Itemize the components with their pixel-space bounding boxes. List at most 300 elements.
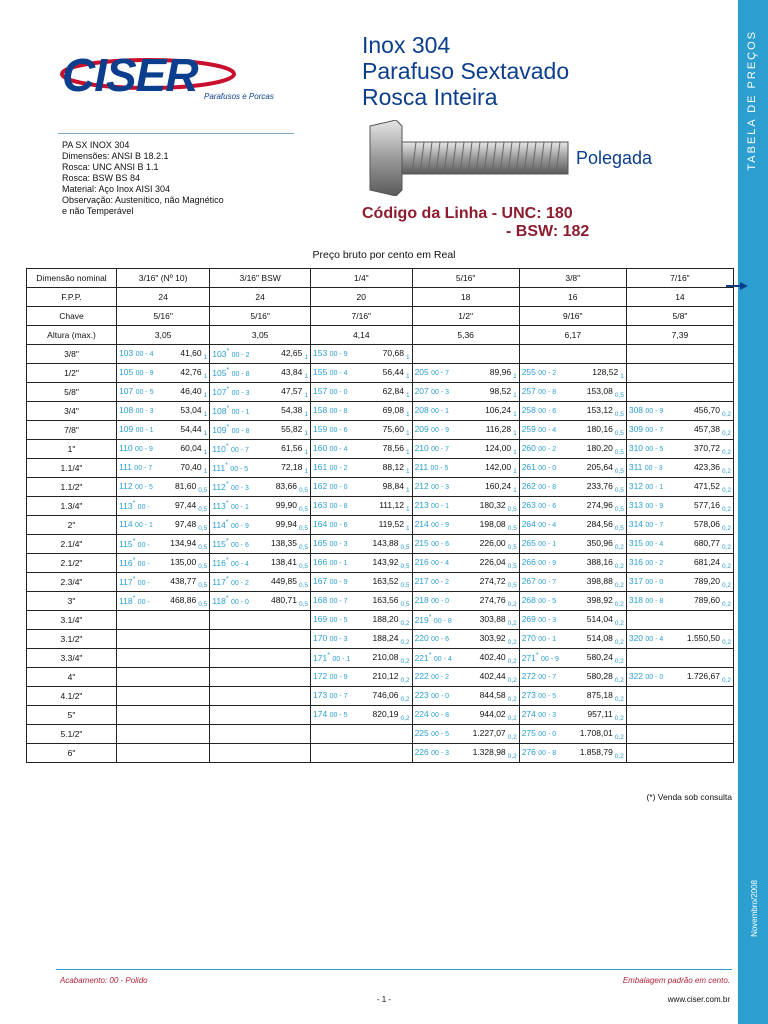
consult-mark: * xyxy=(428,613,432,621)
item-suffix: 00 - 9 xyxy=(541,655,559,663)
item-price: 681,24 xyxy=(693,556,720,567)
price-cell xyxy=(117,383,210,402)
item-code: 308 xyxy=(628,404,644,415)
price-cell xyxy=(626,535,733,554)
table-row xyxy=(27,744,734,763)
pack-qty: 0,2 xyxy=(614,733,624,741)
item-suffix: 00 - 3 xyxy=(538,711,557,719)
item-code: 171 xyxy=(313,652,328,663)
item-price: 1.550,50 xyxy=(686,632,720,643)
item-code: 212 xyxy=(414,480,429,491)
price-group xyxy=(180,424,207,437)
pack-qty: 0,5 xyxy=(298,505,309,513)
item-price: 210,08 xyxy=(372,651,399,662)
item-suffix: 00 - 1 xyxy=(332,655,351,663)
price-cell xyxy=(117,649,210,668)
header-cell: 3,05 xyxy=(117,326,210,345)
pack-qty: 0,5 xyxy=(198,505,208,513)
price-cell xyxy=(519,725,626,744)
pack-qty: 1 xyxy=(405,372,410,380)
item-suffix: 00 - 7 xyxy=(645,426,664,434)
item-code: 272 xyxy=(521,670,536,681)
item-suffix: 00 - 8 xyxy=(329,502,348,510)
item-code: 110 xyxy=(119,442,133,453)
item-price: 153,08 xyxy=(586,385,613,396)
price-cell xyxy=(311,744,413,763)
item-suffix: 00 - xyxy=(137,503,150,511)
price-cell xyxy=(519,345,626,364)
item-price: 1.708,01 xyxy=(579,727,613,738)
consult-mark: * xyxy=(226,347,230,355)
pack-qty: 0,2 xyxy=(507,638,517,646)
item-price: 746,06 xyxy=(372,689,399,700)
table-row xyxy=(27,478,734,497)
item-suffix: 00 - 0 xyxy=(431,692,450,700)
item-code: 107 xyxy=(212,386,227,397)
price-group xyxy=(170,557,207,570)
header-cell: 5/16" xyxy=(412,269,519,288)
item-code: 114 xyxy=(119,518,133,529)
price-cell xyxy=(519,421,626,440)
item-suffix: 00 - 8 xyxy=(645,597,664,605)
item-code: 169 xyxy=(313,613,328,624)
price-cell xyxy=(519,573,626,592)
pack-qty: 1 xyxy=(304,410,309,418)
item-code: 265 xyxy=(521,537,536,548)
pack-qty: 1 xyxy=(203,372,208,380)
price-cell xyxy=(210,668,311,687)
pack-qty: 1 xyxy=(304,467,309,475)
pack-qty: 0,2 xyxy=(614,638,624,646)
item-code: 205 xyxy=(414,366,429,377)
spec-line: e não Temperável xyxy=(62,206,134,216)
item-suffix: 00 - 9 xyxy=(431,521,450,529)
pack-qty: 0,5 xyxy=(400,581,410,589)
price-cell xyxy=(117,516,210,535)
header-cell: 3/16" (Nº 10) xyxy=(117,269,210,288)
item-suffix: 00 - 2 xyxy=(230,579,249,587)
price-group xyxy=(281,348,308,361)
item-code: 161 xyxy=(313,461,328,472)
row-label: 1.1/2" xyxy=(27,478,117,497)
row-label: 1.1/4" xyxy=(27,459,117,478)
item-suffix: 00 - 2 xyxy=(231,351,250,359)
price-group xyxy=(587,576,624,589)
price-group xyxy=(694,595,731,608)
item-suffix: 00 - 4 xyxy=(431,559,450,567)
price-group xyxy=(486,424,517,437)
consult-mark: * xyxy=(132,556,136,564)
row-label: 5.1/2" xyxy=(27,725,117,744)
item-suffix: 00 - 0 xyxy=(645,673,664,681)
price-group xyxy=(373,652,410,665)
page-title xyxy=(362,32,569,110)
pack-qty: 0,5 xyxy=(198,600,208,608)
item-code: 309 xyxy=(628,423,644,434)
price-group xyxy=(271,538,308,551)
item-price: 134,94 xyxy=(170,537,197,548)
price-group xyxy=(379,500,409,513)
item-price: 138,41 xyxy=(270,556,297,567)
price-group xyxy=(694,538,731,551)
pack-qty: 0,5 xyxy=(614,505,624,513)
header-cell: 9/16" xyxy=(519,307,626,326)
price-group xyxy=(587,519,624,532)
price-cell xyxy=(626,345,733,364)
price-group xyxy=(485,481,517,494)
item-price: 471,52 xyxy=(693,480,720,491)
price-cell xyxy=(210,687,311,706)
table-row xyxy=(27,497,734,516)
item-price: 274,96 xyxy=(586,499,613,510)
item-code: 211 xyxy=(414,461,429,472)
price-group xyxy=(587,709,623,722)
item-suffix: 00 - 8 xyxy=(329,407,348,415)
item-code: 112 xyxy=(119,480,133,491)
item-price: 106,24 xyxy=(485,404,512,415)
price-cell xyxy=(210,516,311,535)
website-link[interactable]: www.ciser.com.br xyxy=(667,995,730,1004)
row-label: 5/8" xyxy=(27,383,117,402)
ciser-logo xyxy=(58,46,298,102)
price-cell xyxy=(412,744,519,763)
item-suffix: 00 - xyxy=(137,541,150,549)
item-suffix: 00 - 6 xyxy=(538,502,557,510)
price-group xyxy=(587,405,624,418)
item-suffix: 00 - 1 xyxy=(538,635,557,643)
price-group xyxy=(281,367,308,380)
item-suffix: 00 - 9 xyxy=(329,350,348,358)
pack-qty: 1 xyxy=(304,372,309,380)
price-group xyxy=(373,671,410,684)
price-group xyxy=(373,557,410,570)
price-group xyxy=(587,690,624,703)
item-code: 310 xyxy=(628,442,644,453)
item-code: 312 xyxy=(628,480,644,491)
price-cell xyxy=(210,744,311,763)
item-code: 271 xyxy=(521,652,536,663)
price-cell xyxy=(519,649,626,668)
price-group xyxy=(373,538,410,551)
item-code: 276 xyxy=(521,746,536,757)
item-suffix: 00 - 2 xyxy=(645,559,664,567)
item-suffix: 00 - 9 xyxy=(538,559,557,567)
price-group xyxy=(373,709,410,722)
item-suffix: 00 - 1 xyxy=(431,407,450,415)
price-cell xyxy=(626,364,733,383)
price-group xyxy=(587,614,624,627)
item-code: 259 xyxy=(521,423,536,434)
item-code: 221 xyxy=(414,652,429,663)
item-suffix: 00 - 0 xyxy=(329,483,348,491)
item-code: 220 xyxy=(414,632,429,643)
item-suffix: 00 - 3 xyxy=(644,464,663,472)
header-cell: 3/16" BSW xyxy=(210,269,311,288)
item-code: 273 xyxy=(521,689,536,700)
pack-qty: 0,2 xyxy=(507,752,517,760)
price-cell xyxy=(117,402,210,421)
item-suffix: 00 - 6 xyxy=(329,426,348,434)
row-label: F.P.P. xyxy=(27,288,117,307)
row-label: 4" xyxy=(27,668,117,687)
pack-qty: 0,5 xyxy=(614,410,624,418)
header-cell: 24 xyxy=(210,288,311,307)
row-label: 4.1/2" xyxy=(27,687,117,706)
price-group xyxy=(694,557,731,570)
item-price: 580,24 xyxy=(586,651,613,662)
item-suffix: 00 - 5 xyxy=(329,711,348,719)
item-price: 143,92 xyxy=(372,556,399,567)
price-cell xyxy=(412,554,519,573)
item-code: 105 xyxy=(119,366,134,377)
price-group xyxy=(383,443,410,456)
price-cell xyxy=(412,592,519,611)
item-code: 162 xyxy=(313,480,328,491)
spec-line: Rosca: BSW BS 84 xyxy=(62,173,141,183)
item-price: 153,12 xyxy=(586,404,613,415)
pack-qty: 0,2 xyxy=(614,752,624,760)
price-cell xyxy=(519,554,626,573)
consult-mark: * xyxy=(226,423,230,431)
item-code: 167 xyxy=(313,575,328,586)
item-price: 468,86 xyxy=(170,594,197,605)
item-code: 313 xyxy=(628,499,644,510)
item-code: 112 xyxy=(212,481,226,492)
consult-mark: * xyxy=(225,480,229,488)
item-code: 113 xyxy=(212,500,226,511)
pack-qty: 1 xyxy=(405,410,410,418)
item-suffix: 00 - 0 xyxy=(431,597,450,605)
price-group xyxy=(180,462,207,475)
pack-qty: 0,2 xyxy=(614,657,624,665)
price-cell xyxy=(210,459,311,478)
item-code: 219 xyxy=(414,614,429,625)
price-cell xyxy=(311,459,413,478)
price-cell xyxy=(412,535,519,554)
item-code: 213 xyxy=(414,499,429,510)
item-price: 111,12 xyxy=(379,499,404,510)
row-label: 3/8" xyxy=(27,345,117,364)
spec-line: Rosca: UNC ANSI B 1.1 xyxy=(62,162,159,172)
item-suffix: 00 - 7 xyxy=(645,521,664,529)
pack-qty: 0,2 xyxy=(721,562,731,570)
spec-line: Observação: Austenítico, não Magnético xyxy=(62,195,224,205)
item-code: 110 xyxy=(212,443,226,454)
consult-mark: * xyxy=(226,404,230,412)
price-cell xyxy=(412,421,519,440)
table-row xyxy=(27,592,734,611)
item-price: 188,24 xyxy=(372,632,399,643)
price-cell xyxy=(311,497,413,516)
price-cell xyxy=(626,421,733,440)
item-suffix: 00 - 7 xyxy=(134,464,153,472)
item-price: 43,84 xyxy=(281,366,303,377)
item-code: 155 xyxy=(313,366,328,377)
item-price: 163,52 xyxy=(372,575,399,586)
pack-qty: 0,2 xyxy=(614,600,624,608)
item-code: 224 xyxy=(414,708,429,719)
pack-qty: 1 xyxy=(405,353,410,361)
item-price: 1.858,79 xyxy=(579,746,613,757)
item-price: 789,60 xyxy=(693,594,720,605)
pack-qty: 0,2 xyxy=(721,448,731,456)
price-caption: Preço bruto por cento em Real xyxy=(312,249,456,261)
pack-qty: 1 xyxy=(513,372,517,380)
price-cell xyxy=(311,440,413,459)
price-group xyxy=(281,386,308,399)
pack-qty: 1 xyxy=(405,524,410,532)
page-number: - 1 - xyxy=(376,995,392,1004)
price-group xyxy=(587,500,624,513)
price-group xyxy=(485,462,517,475)
consult-mark: * xyxy=(132,499,136,507)
header-cell: 1/2" xyxy=(412,307,519,326)
price-cell xyxy=(117,744,210,763)
price-cell xyxy=(626,649,733,668)
price-group xyxy=(480,690,517,703)
item-price: 303,88 xyxy=(479,613,506,624)
price-cell xyxy=(519,687,626,706)
price-cell xyxy=(412,459,519,478)
price-group xyxy=(175,500,207,513)
pack-qty: 1 xyxy=(405,429,410,437)
row-label: 3" xyxy=(27,592,117,611)
price-group xyxy=(383,424,410,437)
pack-qty: 1 xyxy=(513,410,517,418)
price-cell xyxy=(412,478,519,497)
item-code: 208 xyxy=(414,404,429,415)
table-row xyxy=(27,554,734,573)
logo-brand: CISER xyxy=(62,49,198,101)
price-group xyxy=(175,519,207,532)
footer-divider xyxy=(56,969,732,970)
spec-line: Material: Aço Inox AISI 304 xyxy=(62,184,171,194)
pack-qty: 0,5 xyxy=(400,543,410,551)
table-row xyxy=(27,649,734,668)
item-price: 98,84 xyxy=(382,480,404,491)
item-code: 261 xyxy=(521,461,536,472)
pack-qty: 0,2 xyxy=(721,505,731,513)
item-code: 173 xyxy=(313,689,328,700)
price-cell xyxy=(210,345,311,364)
pack-qty: 1 xyxy=(405,448,410,456)
pack-qty: 0,5 xyxy=(507,505,517,513)
pack-qty: 0,5 xyxy=(298,486,309,494)
item-price: 388,16 xyxy=(586,556,613,567)
item-code: 260 xyxy=(521,442,536,453)
item-price: 72,18 xyxy=(281,461,303,472)
row-label: 6" xyxy=(27,744,117,763)
item-price: 402,44 xyxy=(479,670,506,681)
item-code: 164 xyxy=(313,518,328,529)
price-cell xyxy=(117,554,210,573)
pack-qty: 0,5 xyxy=(614,429,624,437)
price-group xyxy=(480,595,517,608)
price-group xyxy=(587,443,624,456)
price-group xyxy=(271,557,308,570)
item-price: 205,64 xyxy=(586,461,613,472)
price-group xyxy=(485,405,517,418)
pack-qty: 0,5 xyxy=(614,524,624,532)
item-suffix: 00 - 1 xyxy=(645,483,664,491)
item-price: 210,12 xyxy=(372,670,399,681)
price-cell xyxy=(210,478,311,497)
pack-qty: 0,2 xyxy=(400,657,410,665)
price-cell xyxy=(626,630,733,649)
price-cell xyxy=(412,516,519,535)
item-code: 314 xyxy=(628,518,644,529)
item-price: 135,00 xyxy=(170,556,197,567)
price-group xyxy=(373,690,410,703)
item-suffix: 00 - 9 xyxy=(645,502,664,510)
price-group xyxy=(480,633,517,646)
row-label: Chave xyxy=(27,307,117,326)
item-code: 266 xyxy=(521,556,536,567)
table-row xyxy=(27,421,734,440)
price-cell xyxy=(210,706,311,725)
item-code: 269 xyxy=(521,613,536,624)
pack-qty: 0,2 xyxy=(400,676,410,684)
price-group xyxy=(490,367,517,380)
price-cell xyxy=(519,383,626,402)
pack-qty: 1 xyxy=(405,391,410,399)
price-cell xyxy=(117,706,210,725)
price-group xyxy=(383,481,410,494)
header-cell: 18 xyxy=(412,288,519,307)
item-price: 303,92 xyxy=(479,632,506,643)
consult-mark: * xyxy=(225,594,229,602)
table-row xyxy=(27,573,734,592)
price-cell xyxy=(311,364,413,383)
pack-qty: 0,2 xyxy=(721,600,731,608)
item-price: 226,00 xyxy=(479,537,506,548)
header-row xyxy=(27,288,734,307)
pack-qty: 0,2 xyxy=(614,543,624,551)
price-group xyxy=(480,538,517,551)
price-cell xyxy=(412,497,519,516)
price-group xyxy=(170,538,207,551)
pack-qty: 0,2 xyxy=(400,695,410,703)
price-group xyxy=(480,576,517,589)
item-suffix: 00 - 2 xyxy=(329,464,348,472)
price-group xyxy=(383,405,410,418)
price-cell xyxy=(412,440,519,459)
item-price: 42,65 xyxy=(281,347,303,358)
pack-qty: 0,2 xyxy=(721,638,731,646)
pack-qty: 0,5 xyxy=(198,581,208,589)
price-group xyxy=(281,424,308,437)
item-code: 115 xyxy=(119,538,133,549)
price-cell xyxy=(412,402,519,421)
row-label: 3.1/4" xyxy=(27,611,117,630)
item-price: 457,38 xyxy=(693,423,720,434)
price-cell xyxy=(210,535,311,554)
item-price: 46,40 xyxy=(180,385,202,396)
item-price: 875,18 xyxy=(586,689,613,700)
price-cell xyxy=(519,535,626,554)
pack-qty: 0,2 xyxy=(507,676,517,684)
pack-qty: 0,2 xyxy=(614,676,624,684)
item-code: 108 xyxy=(119,404,134,415)
price-cell xyxy=(412,611,519,630)
codigo-linha-bsw: - BSW: 182 xyxy=(506,223,590,240)
price-cell xyxy=(117,630,210,649)
item-suffix: 00 - 4 xyxy=(329,369,348,377)
item-price: 844,58 xyxy=(479,689,506,700)
item-suffix: 00 - 3 xyxy=(329,635,348,643)
header-row xyxy=(27,269,734,288)
price-cell xyxy=(626,687,733,706)
